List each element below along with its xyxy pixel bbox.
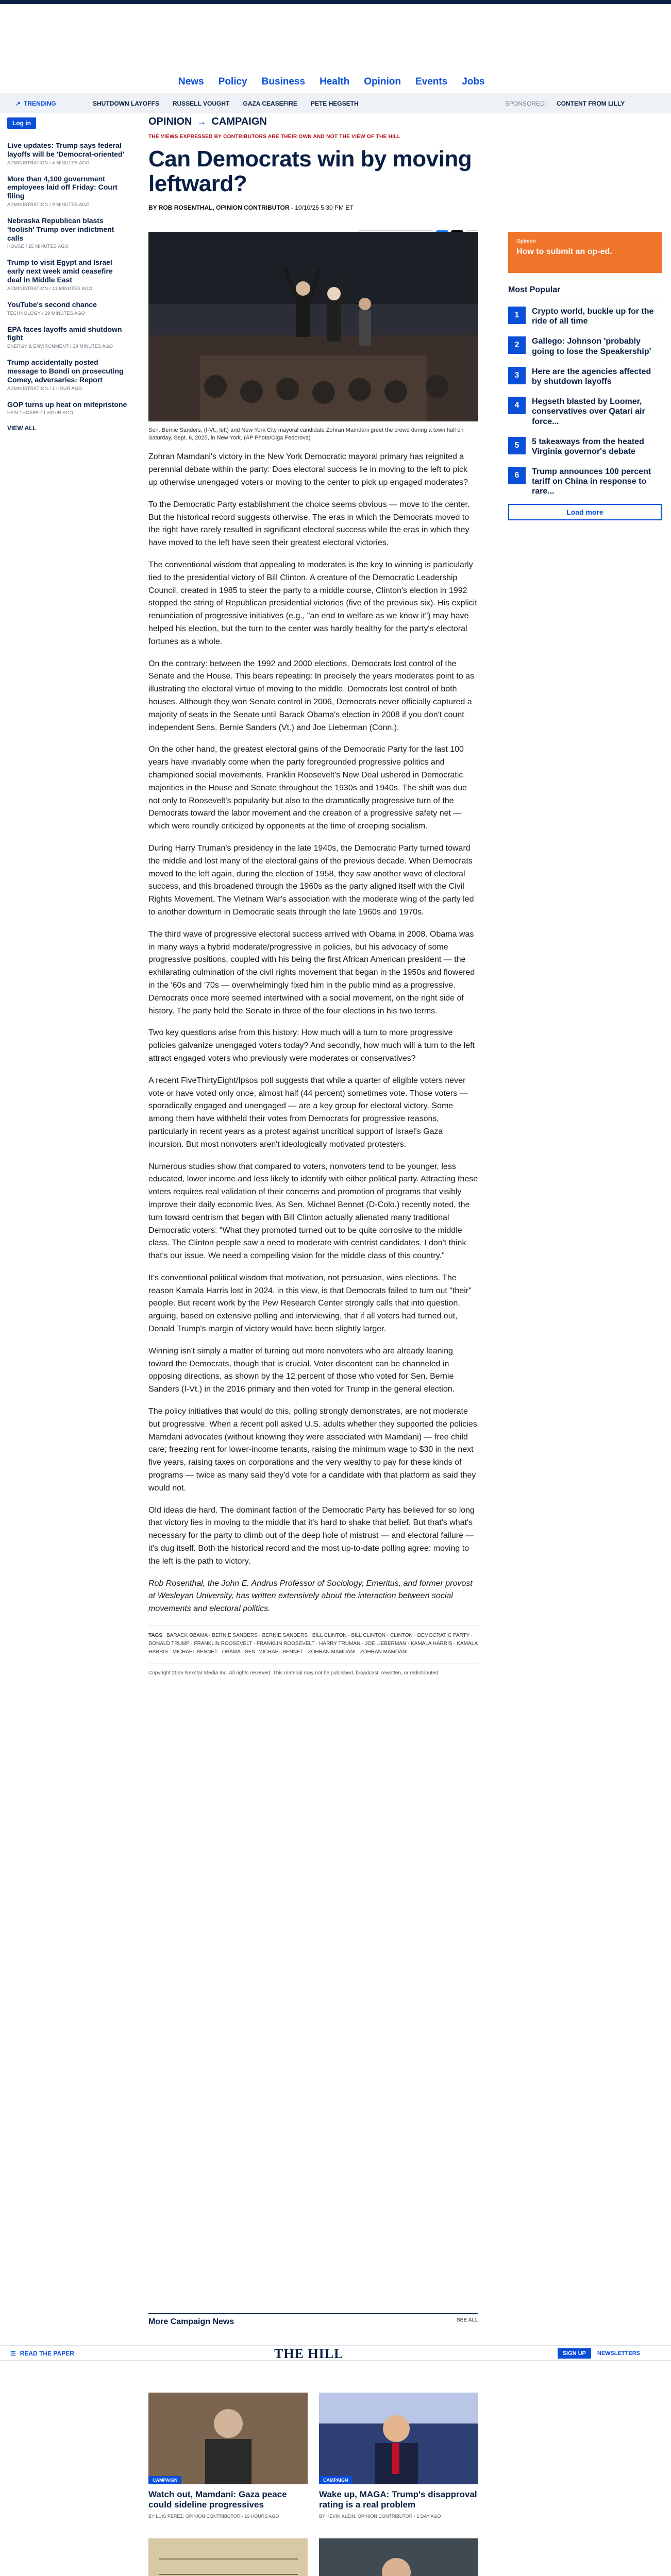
login-button[interactable]: Log in (7, 117, 36, 129)
paragraph: The policy initiatives that would do this, polling strongly demonstrates, are not moderate but progressive. When a recent poll asked U.S. adults whether they supported the policies Mamdani advocates (without knowing they were associated with Mamdani) — free child care; freezing rent for lower-income tenants, raising the minimum wage to $30 in the next five years, raising taxes on corporations and the very wealthy to pay for these kinds of programs — twice as many said they'd vote for a candidate with that platform as said they would not. (148, 1407, 477, 1493)
view-all-link[interactable]: VIEW ALL (7, 425, 37, 432)
news-card[interactable]: CAMPAIGN Wake up, MAGA: Trump's disapproval rating is a real problem BY KEVIN KLEIN, OPINION CONTRIBUTOR · 1 DAY AGO (319, 2393, 478, 2519)
trending-icon: ↗ (15, 100, 21, 107)
photo-caption: Sen. Bernie Sanders, (I-Vt., left) and New York City mayoral candidate Zohran Mamdani greet the crowd during a town hall on Saturday, Sept. 6, 2025, in New York. (AP Photo/Olga Fedorova) (148, 427, 464, 441)
trending-bar (0, 93, 671, 113)
paragraph: Two key questions arise from this history: How much will a turn to more progressive policies galvanize unengaged voters today? And secondly, how much will a turn to the left attract engaged voters who previously were moderates or conservatives? (148, 1028, 475, 1063)
op-ed-promo[interactable]: Opinion How to submit an op-ed. (508, 232, 662, 273)
card-photo (148, 2538, 308, 2576)
card-image (319, 2538, 478, 2576)
paragraph: Winning isn't simply a matter of turning out more nonvoters who are already leaning toward the Democrats, though that is crucial. Voter discontent can be channeled in opposing directions, as shown by the 12 percent of those who voted for Sen. Bernie Sanders (I-Vt.) in the 2016 primary and then voted for Trump in the general election. (148, 1346, 455, 1394)
latest-item[interactable]: GOP turns up heat on mifepristone HEALTHCARE / 1 HOUR AGO (7, 400, 127, 416)
popular-item[interactable]: 5 5 takeaways from the heated Virginia governor's debate (508, 430, 662, 460)
paragraph: The conventional wisdom that appealing to moderates is the key to winning is particularly tied to the presidential victory of Bill Clinton. A creature of the Democratic Leadership Council, created in 1985 to steer the party to a middle course, Clinton's election in 1992 stopped the string of Republican presidential victories (five of the previous six). His explicit renunciation of progressive initiatives (e.g., "an end to welfare as we know it") may have helped his election, but the turn to the center was hardly healthy for the party's electoral fortunes as a whole. (148, 561, 477, 646)
paragraph: It's conventional political wisdom that motivation, not persuasion, wins elections. The reason Kamala Harris lost in 2024, in this view, is that Democrats failed to turn out "their" people. But recent work by the Pew Research Center strongly calls that into question, arguing, based on extensive polling and interviewing, that if all voters had turned out, Donald Trump's margin of victory would have been slightly larger. (148, 1273, 472, 1334)
paragraph: To the Democratic Party establishment the choice seems obvious — move to the center. But the historical record suggests otherwise. The eras in which the Democrats moved to the right have rarely resulted in significant electoral success while the eras in which they have moved to the left have seen their greatest electoral victories. (148, 500, 470, 548)
paragraph: Zohran Mamdani's victory in the New York Democratic mayoral primary has reignited a perennial debate within the party: Does electoral success lie in moving to the left to pick up otherwise unengaged voters or moving to the center to pick up engaged moderates? (148, 452, 468, 487)
paragraph: During Harry Truman's presidency in the late 1940s, the Democratic Party turned toward the middle and lost many of the electoral gains of the previous decade. When Democrats moved to the left again, during the election of 1958, they saw another wave of electoral success, and this broadened through the 1960s as the party aligned itself with the Civil Rights Movement. The Vietnam War's association with the moderate wing of the party led to another downturn in Democratic seats through the late 1960s and 1970s. (148, 843, 474, 917)
latest-sidebar (7, 113, 129, 432)
stage-photo (148, 232, 478, 421)
site-header (0, 0, 671, 93)
latest-item[interactable]: Trump to visit Egypt and Israel early next week amid ceasefire deal in Middle East ADMINISTRATION / 41 MINUTES AGO (7, 258, 113, 291)
card-image: CAMPAIGN (319, 2393, 478, 2484)
brand-bar (0, 0, 671, 4)
breadcrumb-opinion[interactable]: OPINION (148, 116, 192, 127)
see-all-link[interactable]: SEE ALL (457, 2317, 478, 2323)
most-popular-title: Most Popular (508, 285, 662, 299)
news-card[interactable] (319, 2538, 478, 2576)
newspaper-icon: ☰ (10, 2350, 16, 2357)
trending-item[interactable]: RUSSELL VOUGHT (172, 100, 230, 107)
latest-item[interactable]: Live updates: Trump says federal layoffs will be 'Democrat-oriented' ADMINISTRATION / 4 MINUTES AGO (7, 141, 124, 165)
read-paper-link[interactable]: ☰ READ THE PAPER (10, 2350, 74, 2357)
paragraph: On the contrary: between the 1992 and 2000 elections, Democrats lost control of the Senate and the House. This bears repeating: In precisely the years moderates point to as illustrating the electoral virtue of moving to the middle, Democrats lost control of both houses. Although they won Senate control in 2006, Democrats never officially captured a majority of seats in the Senate until Barack Obama's election in 2008 if you don't count independent Sens. Bernie Sanders (Vt.) and Joe Lieberman (Conn.). (148, 659, 475, 732)
nav-events[interactable]: Events (415, 76, 448, 87)
article-body (148, 451, 478, 1616)
nav-jobs[interactable]: Jobs (462, 76, 485, 87)
sponsored-item[interactable]: CONTENT FROM LILLY (557, 100, 625, 107)
paragraph: Numerous studies show that compared to voters, nonvoters tend to be younger, less educated, lower income and less likely to identify with either political party. Attracting these voters requires real validation of their concerns and promotion of programs that visibly improve their daily economic lives. As Sen. Michael Bennet (D-Colo.) recently noted, the turn toward centrism that began with Bill Clinton actually alienated many traditional Democratic voters: "What they promoted turned out to be quite corrosive to the middle class. The Clinton people saw a need to moderate with centrist candidates. I don't think that's our issue. We need a compelling vision for the middle class of this country." (148, 1162, 478, 1261)
section-header: More Campaign News SEE ALL (148, 2313, 478, 2327)
sponsored-label: SPONSORED: (505, 100, 547, 107)
latest-item[interactable]: YouTube's second chance TECHNOLOGY / 29 MINUTES AGO (7, 300, 97, 316)
site-logo[interactable]: THE HILL (274, 2346, 344, 2361)
trending-item[interactable]: PETE HEGSETH (310, 100, 359, 107)
breadcrumb-campaign[interactable]: CAMPAIGN (211, 116, 267, 127)
article (148, 116, 478, 1677)
nav-news[interactable]: News (178, 76, 204, 87)
nav-health[interactable]: Health (320, 76, 350, 87)
nav-policy[interactable]: Policy (218, 76, 247, 87)
popular-item[interactable]: 6 Trump announces 100 percent tariff on China in response to rare... (508, 460, 662, 500)
load-more-button[interactable]: Load more (508, 504, 662, 520)
article-photo (148, 232, 478, 421)
newsletters-link[interactable]: NEWSLETTERS (597, 2350, 640, 2357)
latest-item[interactable]: Trump accidentally posted message to Bondi on prosecuting Comey, adversaries: Report ADMINISTRATION / 1 HOUR AGO (7, 358, 124, 391)
card-photo (148, 2393, 308, 2484)
news-card[interactable]: CAMPAIGN Watch out, Mamdani: Gaza peace could sideline progressives BY LUIS PEREZ, OPINION CONTRIBUTOR · 19 HOURS AGO (148, 2393, 308, 2519)
card-image: CAMPAIGN (148, 2393, 308, 2484)
main-nav (178, 76, 485, 88)
paragraph: Old ideas die hard. The dominant faction of the Democratic Party has believed for so long that victory lies in moving to the middle that it's hard to shake that belief. But that's what's necessary for the party to climb out of the deep hole of mistrust — and electoral failure — it's dug itself. Both the historical record and the most up-to-date polling agree: moving to the left is the path to victory. (148, 1505, 475, 1566)
nav-business[interactable]: Business (261, 76, 306, 87)
popular-item[interactable]: 2 Gallego: Johnson 'probably going to lose the Speakership' (508, 329, 662, 359)
tag-list[interactable]: BARACK OBAMA · BERNIE SANDERS · BERNIE SANDERS · BILL CLINTON · BILL CLINTON · CLINTON · DEMOCRATIC PARTY · DONALD TRUMP · FRANKLIN ROOSEVELT · FRANKLIN ROOSEVELT · HARRY TRUMAN · JOE LIEBERMAN · KAMALA HARRIS · KAMALA HARRIS · MICHAEL BENNET · OBAMA · SEN. MICHAEL BENNET · ZOHRAN MAMDANI · ZOHRAN MAMDANI (148, 1633, 478, 1655)
paragraph: A recent FiveThirtyEight/Ipsos poll suggests that while a quarter of eligible voters never vote or have voted only once, almost half (44 percent) sometimes vote. Those voters — sporadically engaged and unengaged — are a key group for electoral victory. Some among them have withheld their votes from Democrats for progressive reasons, particularly in recent years as a protest against uncritical support of Israel's Gaza incursion. But most nonvoters aren't ideologically motivated protesters. (148, 1076, 468, 1149)
card-photo (319, 2393, 478, 2484)
latest-item[interactable]: More than 4,100 government employees laid off Friday: Court filing ADMINISTRATION / 9 MINUTES AGO (7, 174, 118, 207)
byline: BY ROB ROSENTHAL, OPINION CONTRIBUTOR - 10/10/25 5:30 PM ET (148, 204, 354, 211)
popular-item[interactable]: 1 Crypto world, buckle up for the ride of all time (508, 299, 662, 329)
paragraph: On the other hand, the greatest electoral gains of the Democratic Party for the last 100 years have invariably come when the party foregrounded progressive politics and championed social movements. Franklin Roosevelt's New Deal ushered in Democratic majorities in the House and Senate throughout the 1930s and 1940s. The shift was due not only to Roosevelt's popularity but also to the dramatically progressive turn of the Democrats toward the labor movement and the creation of a progressive safety net — which were roundly criticized by opponents at the time of creeping socialism. (148, 745, 467, 831)
nav-opinion[interactable]: Opinion (364, 76, 401, 87)
card-image (148, 2538, 308, 2576)
news-card[interactable] (148, 2538, 308, 2576)
trending-item[interactable]: SHUTDOWN LAYOFFS (93, 100, 159, 107)
trending-label: ↗ TRENDING (15, 100, 56, 107)
newsletter-bar (0, 2345, 671, 2361)
popular-item[interactable]: 3 Here are the agencies affected by shutdown layoffs (508, 360, 662, 389)
copyright: Copyright 2025 Nexstar Media Inc. All rights reserved. This material may not be published, broadcast, rewritten, or redistributed. (148, 1664, 478, 1677)
tags: TAGS BARACK OBAMA · BERNIE SANDERS · BERNIE SANDERS · BILL CLINTON · BILL CLINTON · CLINTON · DEMOCRATIC PARTY · DONALD TRUMP · FRANKLIN ROOSEVELT · FRANKLIN ROOSEVELT · HARRY TRUMAN · JOE LIEBERMAN · KAMALA HARRIS · KAMALA HARRIS · MICHAEL BENNET · OBAMA · SEN. MICHAEL BENNET · ZOHRAN MAMDANI · ZOHRAN MAMDANI (148, 1625, 478, 1656)
right-rail (508, 116, 662, 520)
latest-item[interactable]: Nebraska Republican blasts 'foolish' Trump over indictment calls HOUSE / 25 MINUTES AGO (7, 216, 114, 249)
card-photo (319, 2538, 478, 2576)
chevron-right-icon: → (197, 116, 207, 127)
paragraph: The third wave of progressive electoral success arrived with Obama in 2008. Obama was in many ways a hybrid moderate/progressive in policies, but his advocacy of some progressive positions, coupled with his being the first African American president — the exhilarating culmination of the civil rights movement that began in the 1950s and flowered in the '60s and '70s — overwhelmingly fixed him in the public mind as a progressive. Democrats once more seemed intertwined with a social movement, on the right side of history. The party held the Senate in three of the four elections in his two terms. (148, 929, 475, 1015)
page-title: Can Democrats win by moving leftward? (148, 146, 472, 197)
breadcrumb (148, 116, 478, 128)
disclaimer: THE VIEWS EXPRESSED BY CONTRIBUTORS ARE THEIR OWN AND NOT THE VIEW OF THE HILL (148, 134, 400, 140)
author-bio: Rob Rosenthal, the John E. Andrus Professor of Sociology, Emeritus, and former provost at Wesleyan University, has written extensively about the interaction between social movements and electoral politics. (148, 1579, 473, 1614)
latest-item[interactable]: EPA faces layoffs amid shutdown fight ENERGY & ENVIRONMENT / 29 MINUTES AGO (7, 325, 122, 349)
signup-button[interactable]: SIGN UP (558, 2348, 591, 2359)
popular-item[interactable]: 4 Hegseth blasted by Loomer, conservatives over Qatari air force... (508, 389, 662, 430)
trending-item[interactable]: GAZA CEASEFIRE (243, 100, 297, 107)
